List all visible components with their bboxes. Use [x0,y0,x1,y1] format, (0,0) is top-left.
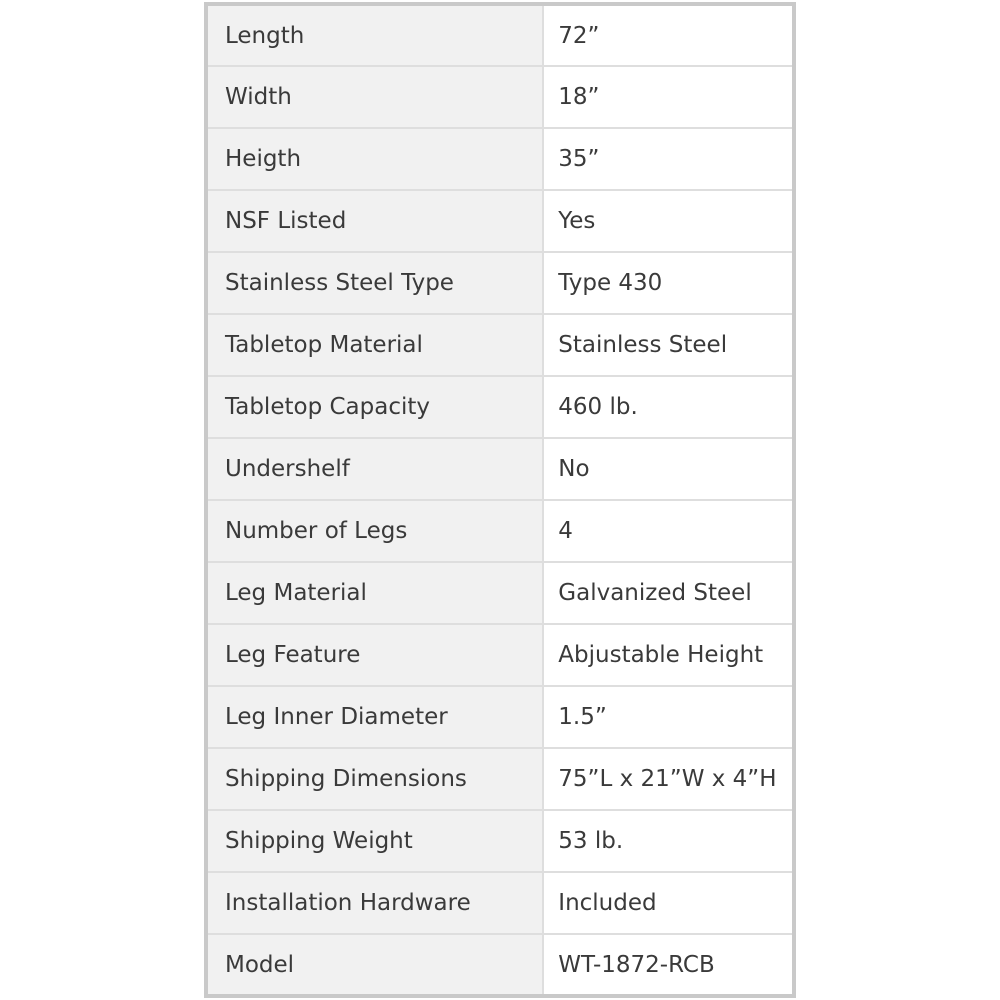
row-value: WT-1872-RCB [543,934,794,996]
spec-table [204,2,796,998]
row-value: 72” [543,4,794,66]
table-row [206,314,794,376]
table-row [206,438,794,500]
table-row [206,624,794,686]
row-label: Leg Feature [206,624,543,686]
table-row [206,128,794,190]
row-label: Model [206,934,543,996]
row-label: Tabletop Material [206,314,543,376]
row-value: 4 [543,500,794,562]
row-label: Installation Hardware [206,872,543,934]
table-row [206,4,794,66]
row-value: 1.5” [543,686,794,748]
row-value: 460 lb. [543,376,794,438]
row-label: Length [206,4,543,66]
table-row [206,686,794,748]
table-row [206,562,794,624]
table-row [206,934,794,996]
table-row [206,252,794,314]
row-value: Galvanized Steel [543,562,794,624]
row-label: Shipping Weight [206,810,543,872]
row-label: Leg Material [206,562,543,624]
row-label: Number of Legs [206,500,543,562]
table-row [206,376,794,438]
table-row [206,810,794,872]
row-value: 35” [543,128,794,190]
row-label: Heigth [206,128,543,190]
row-value: 53 lb. [543,810,794,872]
row-value: 75”L x 21”W x 4”H [543,748,794,810]
row-value: Type 430 [543,252,794,314]
row-value: Included [543,872,794,934]
row-label: Width [206,66,543,128]
row-label: Leg Inner Diameter [206,686,543,748]
table-row [206,66,794,128]
row-value: 18” [543,66,794,128]
row-label: Tabletop Capacity [206,376,543,438]
table-row [206,872,794,934]
row-value: No [543,438,794,500]
row-label: Stainless Steel Type [206,252,543,314]
row-label: NSF Listed [206,190,543,252]
row-label: Shipping Dimensions [206,748,543,810]
row-value: Yes [543,190,794,252]
table-row [206,500,794,562]
row-value: Stainless Steel [543,314,794,376]
row-label: Undershelf [206,438,543,500]
table-row [206,190,794,252]
row-value: Abjustable Height [543,624,794,686]
table-row [206,748,794,810]
